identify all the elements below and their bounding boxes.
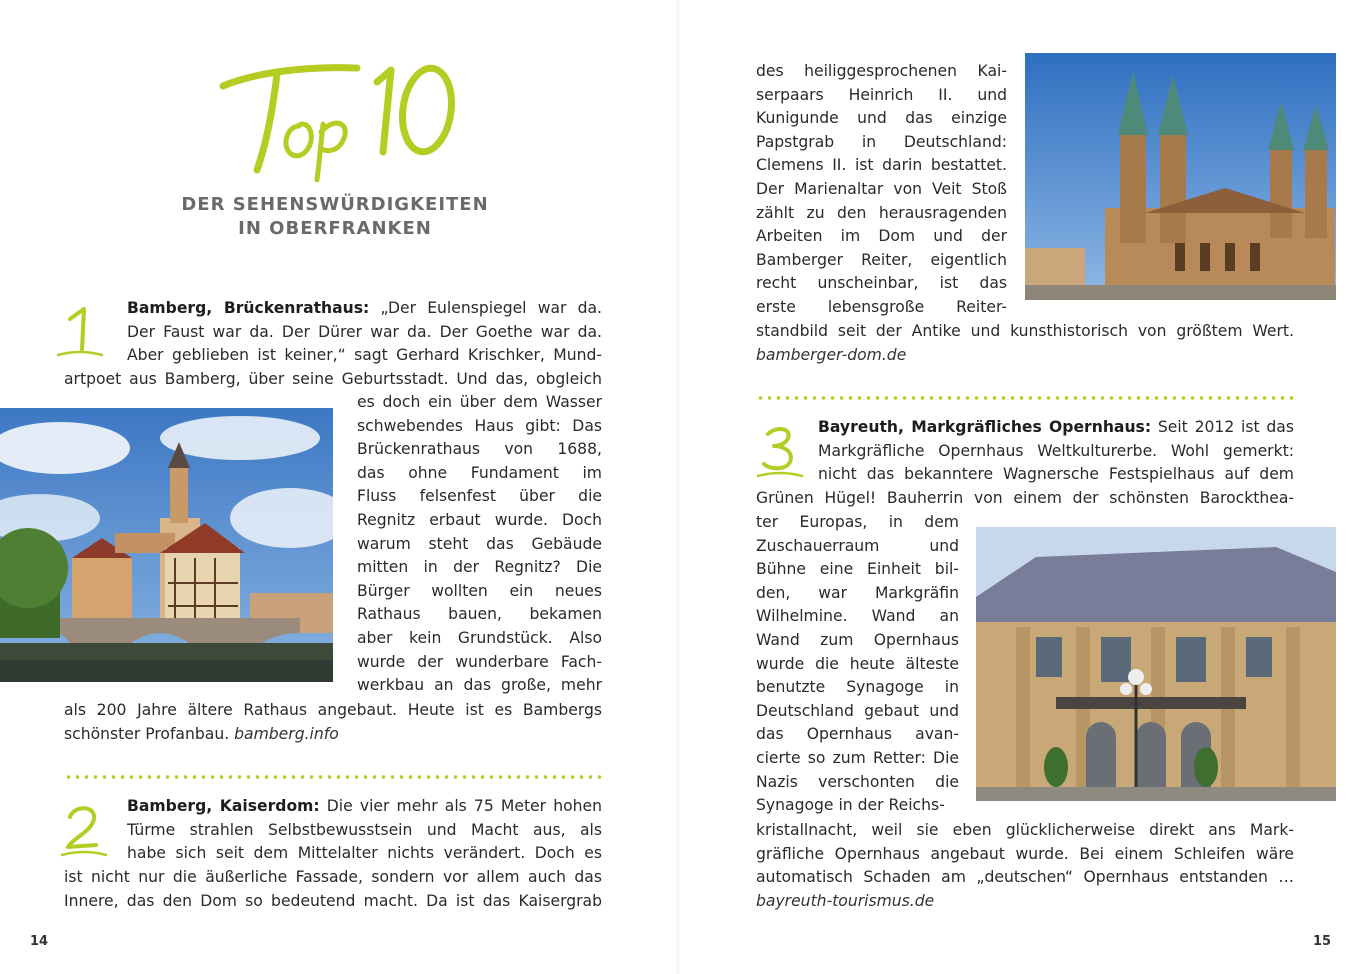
dotted-divider — [64, 775, 604, 779]
entry2-end: standbild seit der Antike und kunsthistorisch von größtem Wert. bamberger-dom.de — [756, 320, 1294, 367]
top10-script-title — [217, 52, 467, 182]
bamberg-cathedral-photo — [1025, 53, 1336, 300]
entry2-body: ist nicht nur die äußerliche Fassade, sondern vor allem auch das Innere, das den Dom so bedeutend macht. Da ist das Kaisergrab — [64, 868, 602, 910]
entry2-heading: Bamberg, Kaiserdom: — [127, 797, 320, 815]
entry2-continuation: des heiliggesprochenen Kai- serpaars Heinrich II. und Kunigunde und das einzige Papstgrab in Deutschland: Clemens II. ist darin bestattet. Der Marienaltar von Veit Stoß zählt zu den herausragenden Arbeiten im Dom und der Bamberger Reiter, eigentlich recht unscheinbar, ist das erste lebensgroße Reiter- — [756, 62, 1007, 316]
entry1-wrapped-text: es doch ein über dem Wasser schwebendes Haus gibt: Das Brückenrathaus von 1688, das ohne Fundament im Fluss felsenfest über die Regnitz erbaut wurde. Doch warum steht das Gebäude mitten in der Regnitz? Die Bürger wollten ein neues Rathaus bauen, bekamen aber kein Grundstück. Also wurde der wunderbare Fach- werkbau an das große, mehr — [357, 393, 602, 695]
entry-number-3 — [754, 422, 806, 484]
page-number-right: 15 — [1313, 934, 1332, 949]
bayreuth-opera-house-photo — [976, 527, 1336, 801]
entry1-intro: Bamberg, Brückenrathaus: „Der Eulenspiegel war da. Der Faust war da. Der Dürer war da. Der Goethe war da. Aber geblieben ist keiner,“ sagt Gerhard Krischker, Mund- — [127, 299, 603, 365]
right-page — [679, 0, 1358, 974]
entry2-intro: Bamberg, Kaiserdom: Die vier mehr als 75 Meter hohen Türme strahlen Selbstbewusstsein und Macht aus, als habe sich seit dem Mittelalter nichts verändert. Doch es — [127, 797, 602, 863]
entry1-heading: Bamberg, Brückenrathaus: — [127, 299, 370, 317]
entry1-end: als 200 Jahre ältere Rathaus angebaut. Heute ist es Bambergs schönster Profanbau. bamberg.info — [64, 701, 602, 743]
entry3-end: kristallnacht, weil sie eben glücklicherweise direkt ans Mark- gräfliche Opernhaus angebaut wurde. Bei einem Schleifen wäre automatisch Schaden am „deutschen“ Opernhaus entstanden … bayreuth-tourismus.de — [756, 819, 1294, 913]
bayreuth-tourismus-link[interactable]: bayreuth-tourismus.de — [756, 891, 935, 910]
page-number-left: 14 — [30, 934, 49, 949]
entry3-line4: Grünen Hügel! Bauherrin von einem der schönsten Barockthea- — [756, 489, 1294, 507]
section-subtitle: DER SEHENSWÜRDIGKEITEN IN OBERFRANKEN — [181, 194, 489, 239]
entry3-intro: Bayreuth, Markgräfliches Opernhaus: Seit 2012 ist das Markgräfliche Opernhaus Weltkulturerbe. Wohl gemerkt: nicht das bekanntere Wagnersche Festspielhaus auf dem — [818, 418, 1294, 484]
bamberg-town-hall-photo — [0, 408, 333, 682]
entry-number-2 — [58, 801, 110, 863]
entry3-heading: Bayreuth, Markgräfliches Opernhaus: — [818, 418, 1152, 436]
entry-number-1 — [54, 303, 106, 365]
dotted-divider — [756, 396, 1296, 400]
bamberger-dom-link[interactable]: bamberger-dom.de — [756, 345, 907, 364]
entry1-line4: artpoet aus Bamberg, über seine Geburtsstadt. Und das, obgleich — [64, 370, 602, 388]
bamberg-info-link[interactable]: bamberg.info — [234, 724, 339, 743]
entry3-wrapped-text: ter Europas, in dem Zuschauerraum und Bühne eine Einheit bil- den, war Markgräfin Wilhelmine. Wand an Wand zum Opernhaus wurde die heute älteste benutzte Synagoge in Deutschland gebaut und das Opernhaus avan- cierte so zum Retter: Die Nazis verschonten die Synagoge in der Reichs- — [756, 513, 959, 815]
